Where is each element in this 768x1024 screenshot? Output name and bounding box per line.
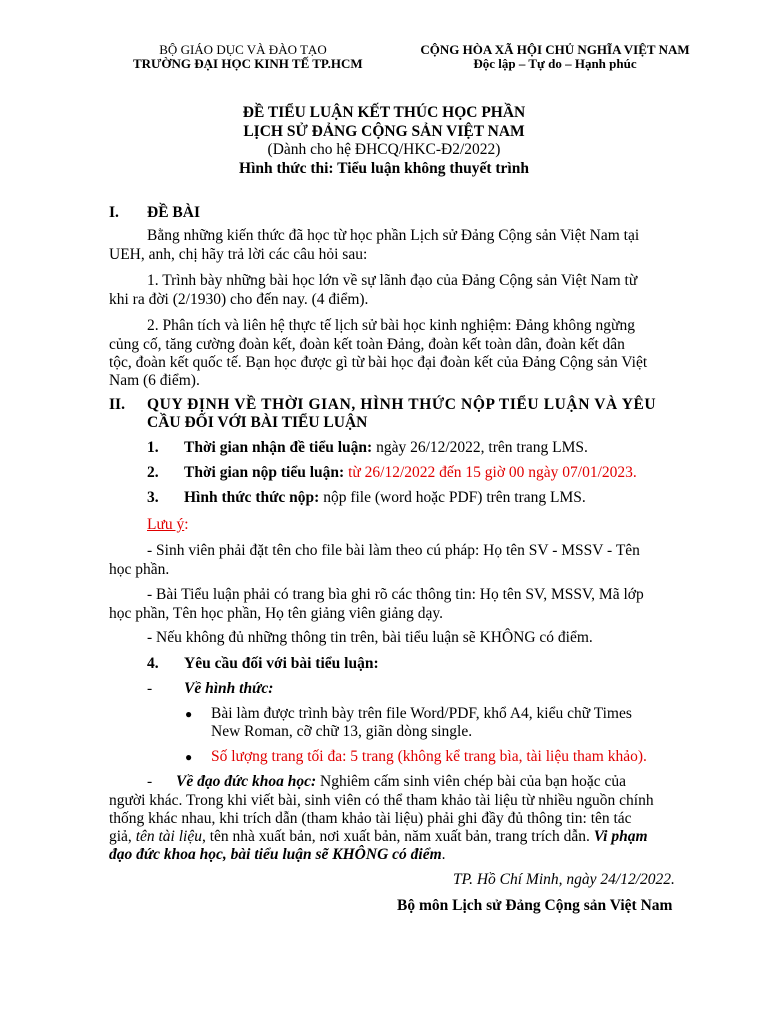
form-dash: - <box>147 680 153 697</box>
ethics-line-5 <box>109 845 446 864</box>
note-1-line-2: học phần. <box>109 561 170 578</box>
item-2 <box>184 463 637 482</box>
note-1-line-1: - Sinh viên phải đặt tên cho file bài làm theo cú pháp: Họ tên SV - MSSV - Tên <box>147 542 640 559</box>
university-name: TRƯỜNG ĐẠI HỌC KINH TẾ TP.HCM <box>133 56 363 71</box>
bullet-icon: ● <box>185 707 193 721</box>
note-label: Lưu ý <box>147 516 185 533</box>
ethics-line-3: thống khác nhau, khi trích dẫn (tham khảo tài liệu) phải ghi đầy đủ thông tin: tên tác <box>109 810 632 827</box>
item-1 <box>184 438 588 457</box>
ethics-line-2: người khác. Trong khi viết bài, sinh viên có thể tham khảo tài liệu từ nhiều nguồn chính <box>109 792 654 809</box>
ethics-dash: - <box>147 773 153 790</box>
question-2-line-3: tộc, đoàn kết quốc tế. Bạn học được gì từ bài học đại đoàn kết của Đảng Cộng sản Việt <box>109 354 648 371</box>
question-1-line-2: khi ra đời (2/1930) cho đến nay. (4 điểm). <box>109 291 369 308</box>
item-3-value: nộp file (word hoặc PDF) trên trang LMS. <box>319 489 586 506</box>
bullet-2: Số lượng trang tối đa: 5 trang (không kể trang bìa, tài liệu tham khảo). <box>211 748 647 765</box>
ethics-label: Về đạo đức khoa học: <box>176 773 317 790</box>
ministry-name: BỘ GIÁO DỤC VÀ ĐÀO TẠO <box>159 42 327 57</box>
note-2-line-1: - Bài Tiểu luận phải có trang bìa ghi rõ các thông tin: Họ tên SV, MSSV, Mã lớp <box>147 586 644 603</box>
note-2-line-2: học phần, Tên học phần, Họ tên giảng viên giảng dạy. <box>109 605 444 622</box>
intro-line-1: Bằng những kiến thức đã học từ học phần Lịch sử Đảng Cộng sản Việt Nam tại <box>147 227 640 244</box>
bullet-icon: ● <box>185 750 193 764</box>
item-4-label: Yêu cầu đối với bài tiểu luận: <box>184 655 379 672</box>
bullet-1-line-2: New Roman, cỡ chữ 13, giãn dòng single. <box>211 723 473 740</box>
question-1-line-1: 1. Trình bày những bài học lớn về sự lãnh đạo của Đảng Cộng sản Việt Nam từ <box>147 272 638 289</box>
item-1-label: Thời gian nhận đề tiểu luận: <box>184 439 373 456</box>
course-title: LỊCH SỬ ĐẢNG CỘNG SẢN VIỆT NAM <box>243 123 525 140</box>
section-1-number: I. <box>109 204 119 221</box>
section-2-number: II. <box>109 396 125 413</box>
item-1-value: ngày 26/12/2022, trên trang LMS. <box>372 439 588 456</box>
section-1-heading: ĐỀ BÀI <box>147 204 200 221</box>
ethics-text-5-end: . <box>441 846 446 863</box>
ethics-line-1 <box>176 772 626 791</box>
note-colon: : <box>184 516 189 533</box>
department-signature: Bộ môn Lịch sử Đảng Cộng sản Việt Nam <box>397 897 673 914</box>
country-name: CỘNG HÒA XÃ HỘI CHỦ NGHĨA VIỆT NAM <box>420 42 690 57</box>
ethics-text-4c: , tên nhà xuất bản, nơi xuất bản, năm xuất bản, trang trích dẫn. <box>201 828 594 845</box>
document-title: ĐỀ TIỂU LUẬN KẾT THÚC HỌC PHẦN <box>242 104 526 121</box>
note-3: - Nếu không đủ những thông tin trên, bài tiểu luận sẽ KHÔNG có điểm. <box>147 629 593 646</box>
item-3-label: Hình thức thức nộp: <box>184 489 320 506</box>
ethics-text-1: Nghiêm cấm sinh viên chép bài của bạn hoặc của <box>316 773 627 790</box>
bullet-1-line-1: Bài làm được trình bày trên file Word/PDF, khổ A4, kiểu chữ Times <box>211 705 632 722</box>
item-1-number: 1. <box>147 439 159 456</box>
section-2-heading-line-2: CẦU ĐỐI VỚI BÀI TIỂU LUẬN <box>147 414 368 431</box>
question-2-line-4: Nam (6 điểm). <box>109 372 200 389</box>
program-note: (Dành cho hệ ĐHCQ/HKC-Đ2/2022) <box>267 141 501 158</box>
intro-line-2: UEH, anh, chị hãy trả lời các câu hỏi sau: <box>109 246 368 263</box>
item-2-label: Thời gian nộp tiểu luận: <box>184 464 345 481</box>
section-2-heading-line-1: QUY ĐỊNH VỀ THỜI GIAN, HÌNH THỨC NỘP TIỂU LUẬN VÀ YÊU <box>147 396 657 413</box>
ethics-text-4d: Vi phạm <box>593 828 648 845</box>
ethics-text-4a: giả, <box>109 828 136 845</box>
item-3 <box>184 488 586 507</box>
ethics-text-5: đạo đức khoa học, bài tiểu luận sẽ KHÔNG có điểm <box>109 846 442 863</box>
national-motto: Độc lập – Tự do – Hạnh phúc <box>473 56 637 71</box>
ethics-line-4 <box>109 827 648 846</box>
ethics-text-4b: tên tài liệu <box>135 828 202 845</box>
signing-date: TP. Hồ Chí Minh, ngày 24/12/2022. <box>453 871 675 888</box>
question-2-line-1: 2. Phân tích và liên hệ thực tế lịch sử bài học kinh nghiệm: Đảng không ngừng <box>147 317 635 334</box>
item-2-number: 2. <box>147 464 159 481</box>
form-label: Về hình thức: <box>184 680 274 697</box>
item-4-number: 4. <box>147 655 159 672</box>
item-2-value: từ 26/12/2022 đến 15 giờ 00 ngày 07/01/2023. <box>344 464 637 481</box>
item-3-number: 3. <box>147 489 159 506</box>
exam-format: Hình thức thi: Tiểu luận không thuyết trình <box>239 160 529 177</box>
question-2-line-2: củng cố, tăng cường đoàn kết, đoàn kết toàn Đảng, đoàn kết toàn dân, đoàn kết dân <box>109 336 625 353</box>
note-heading <box>147 515 189 534</box>
